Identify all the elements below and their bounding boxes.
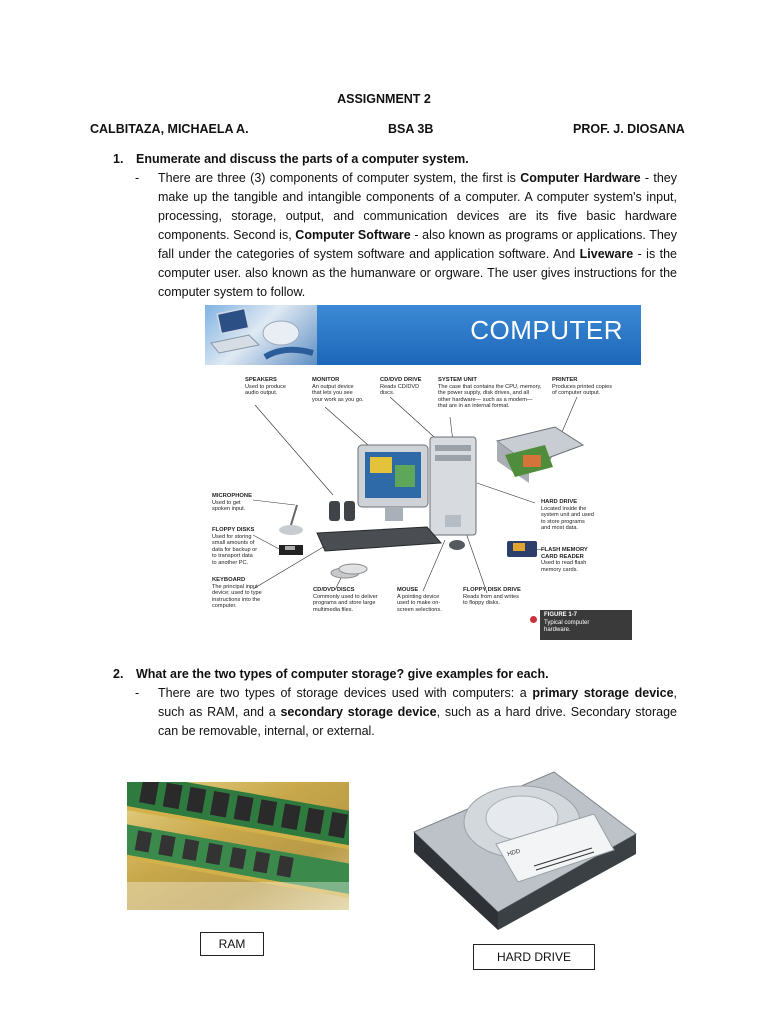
- figure-number: FIGURE 1-7: [544, 612, 578, 618]
- student-name: CALBITAZA, MICHAELA A.: [90, 122, 249, 136]
- question-2-dash: -: [135, 686, 140, 700]
- label-cddvd-discs: CD/DVD DISCS Commonly used to deliver programs and store large multimedia files.: [313, 587, 378, 613]
- hard-drive-image: [404, 762, 644, 934]
- answer-1-text: - also known as programs or applications. They fall under the categories of system software and application software. And: [158, 228, 677, 261]
- term-software: Computer Software: [295, 228, 411, 242]
- answer-1-text: There are three (3) components of computer system, the first is: [158, 171, 521, 185]
- figure-badge-dot: [530, 616, 537, 623]
- question-1-number: 1.: [113, 152, 124, 166]
- question-1-dash: -: [135, 171, 140, 185]
- label-floppy-disks: FLOPPY DISKS Used for storing small amounts of data for backup or to transport data to another PC.: [212, 527, 258, 566]
- answer-1-paragraph: [158, 169, 677, 302]
- answer-2-paragraph: [158, 684, 677, 741]
- answer-2-text: , such as a hard drive. Secondary storage can be removable, internal, or external.: [158, 705, 677, 738]
- ram-photo: [127, 782, 349, 910]
- computer-hardware-figure: [205, 305, 641, 643]
- figure-caption-line: hardware.: [544, 627, 571, 633]
- ram-caption-box: RAM: [200, 932, 264, 956]
- ram-modules-image: [127, 782, 349, 910]
- assignment-title: ASSIGNMENT 2: [337, 92, 431, 106]
- label-floppy-disk-drive: FLOPPY DISK DRIVE Reads from and writes to floppy disks.: [463, 587, 521, 607]
- hdd-label-text: HDD: [506, 848, 522, 858]
- label-speakers: SPEAKERS Used to produce audio output.: [245, 377, 287, 397]
- answer-1-text: - they make up the tangible and intangible components of a computer. A computer system's input, processing, storage, output, and communication devices are its five basic hardware components. Second is,: [158, 171, 677, 242]
- label-microphone: MICROPHONE Used to get spoken input.: [212, 493, 252, 513]
- label-keyboard: KEYBOARD The principal input device; used to type instructions into the computer.: [212, 577, 262, 610]
- label-mouse: MOUSE A pointing device used to make on- screen selections.: [397, 587, 442, 613]
- term-liveware: Liveware: [579, 247, 634, 261]
- class-section: BSA 3B: [388, 122, 434, 136]
- question-2-number: 2.: [113, 667, 124, 681]
- professor-name: PROF. J. DIOSANA: [573, 122, 685, 136]
- figure-banner-photo: [205, 305, 317, 365]
- figure-banner-title: COMPUTER: [470, 315, 623, 345]
- term-hardware: Computer Hardware: [520, 171, 641, 185]
- label-system-unit: SYSTEM UNIT The case that contains the CPU, memory, the power supply, disk drives, and all other hardware— such as a modem— that are in an internal format.: [438, 377, 542, 410]
- figure-caption-badge: [540, 610, 632, 640]
- label-hard-drive: HARD DRIVE Located inside the system unit and used to store programs and most data.: [541, 499, 594, 532]
- hard-drive-caption-box: HARD DRIVE: [473, 944, 595, 970]
- label-cddvd-drive: CD/DVD DRIVE Reads CD/DVD discs.: [380, 377, 422, 397]
- label-printer: PRINTER Produces printed copies of computer output.: [552, 377, 613, 397]
- term-secondary-storage: secondary storage device: [280, 705, 437, 719]
- answer-2-text: There are two types of storage devices used with computers: a: [158, 686, 533, 700]
- laptop-mouse-icon: [205, 305, 317, 365]
- answer-1-text: - is the computer user. also known as the humanware or orgware. The user gives instructions for the computer system to follow.: [158, 247, 677, 299]
- figure-caption-line: Typical computer: [544, 619, 590, 626]
- label-flash-card-reader: FLASH MEMORY CARD READER Used to read flash memory cards.: [541, 547, 588, 573]
- hard-drive-photo: [404, 762, 644, 934]
- answer-2-text: , such as RAM, and a: [158, 686, 678, 719]
- question-2-text: What are the two types of computer storage? give examples for each.: [136, 667, 549, 681]
- term-primary-storage: primary storage device: [532, 686, 674, 700]
- label-monitor: MONITOR An output device that lets you see your work as you go.: [312, 377, 364, 403]
- question-1-text: Enumerate and discuss the parts of a computer system.: [136, 152, 469, 166]
